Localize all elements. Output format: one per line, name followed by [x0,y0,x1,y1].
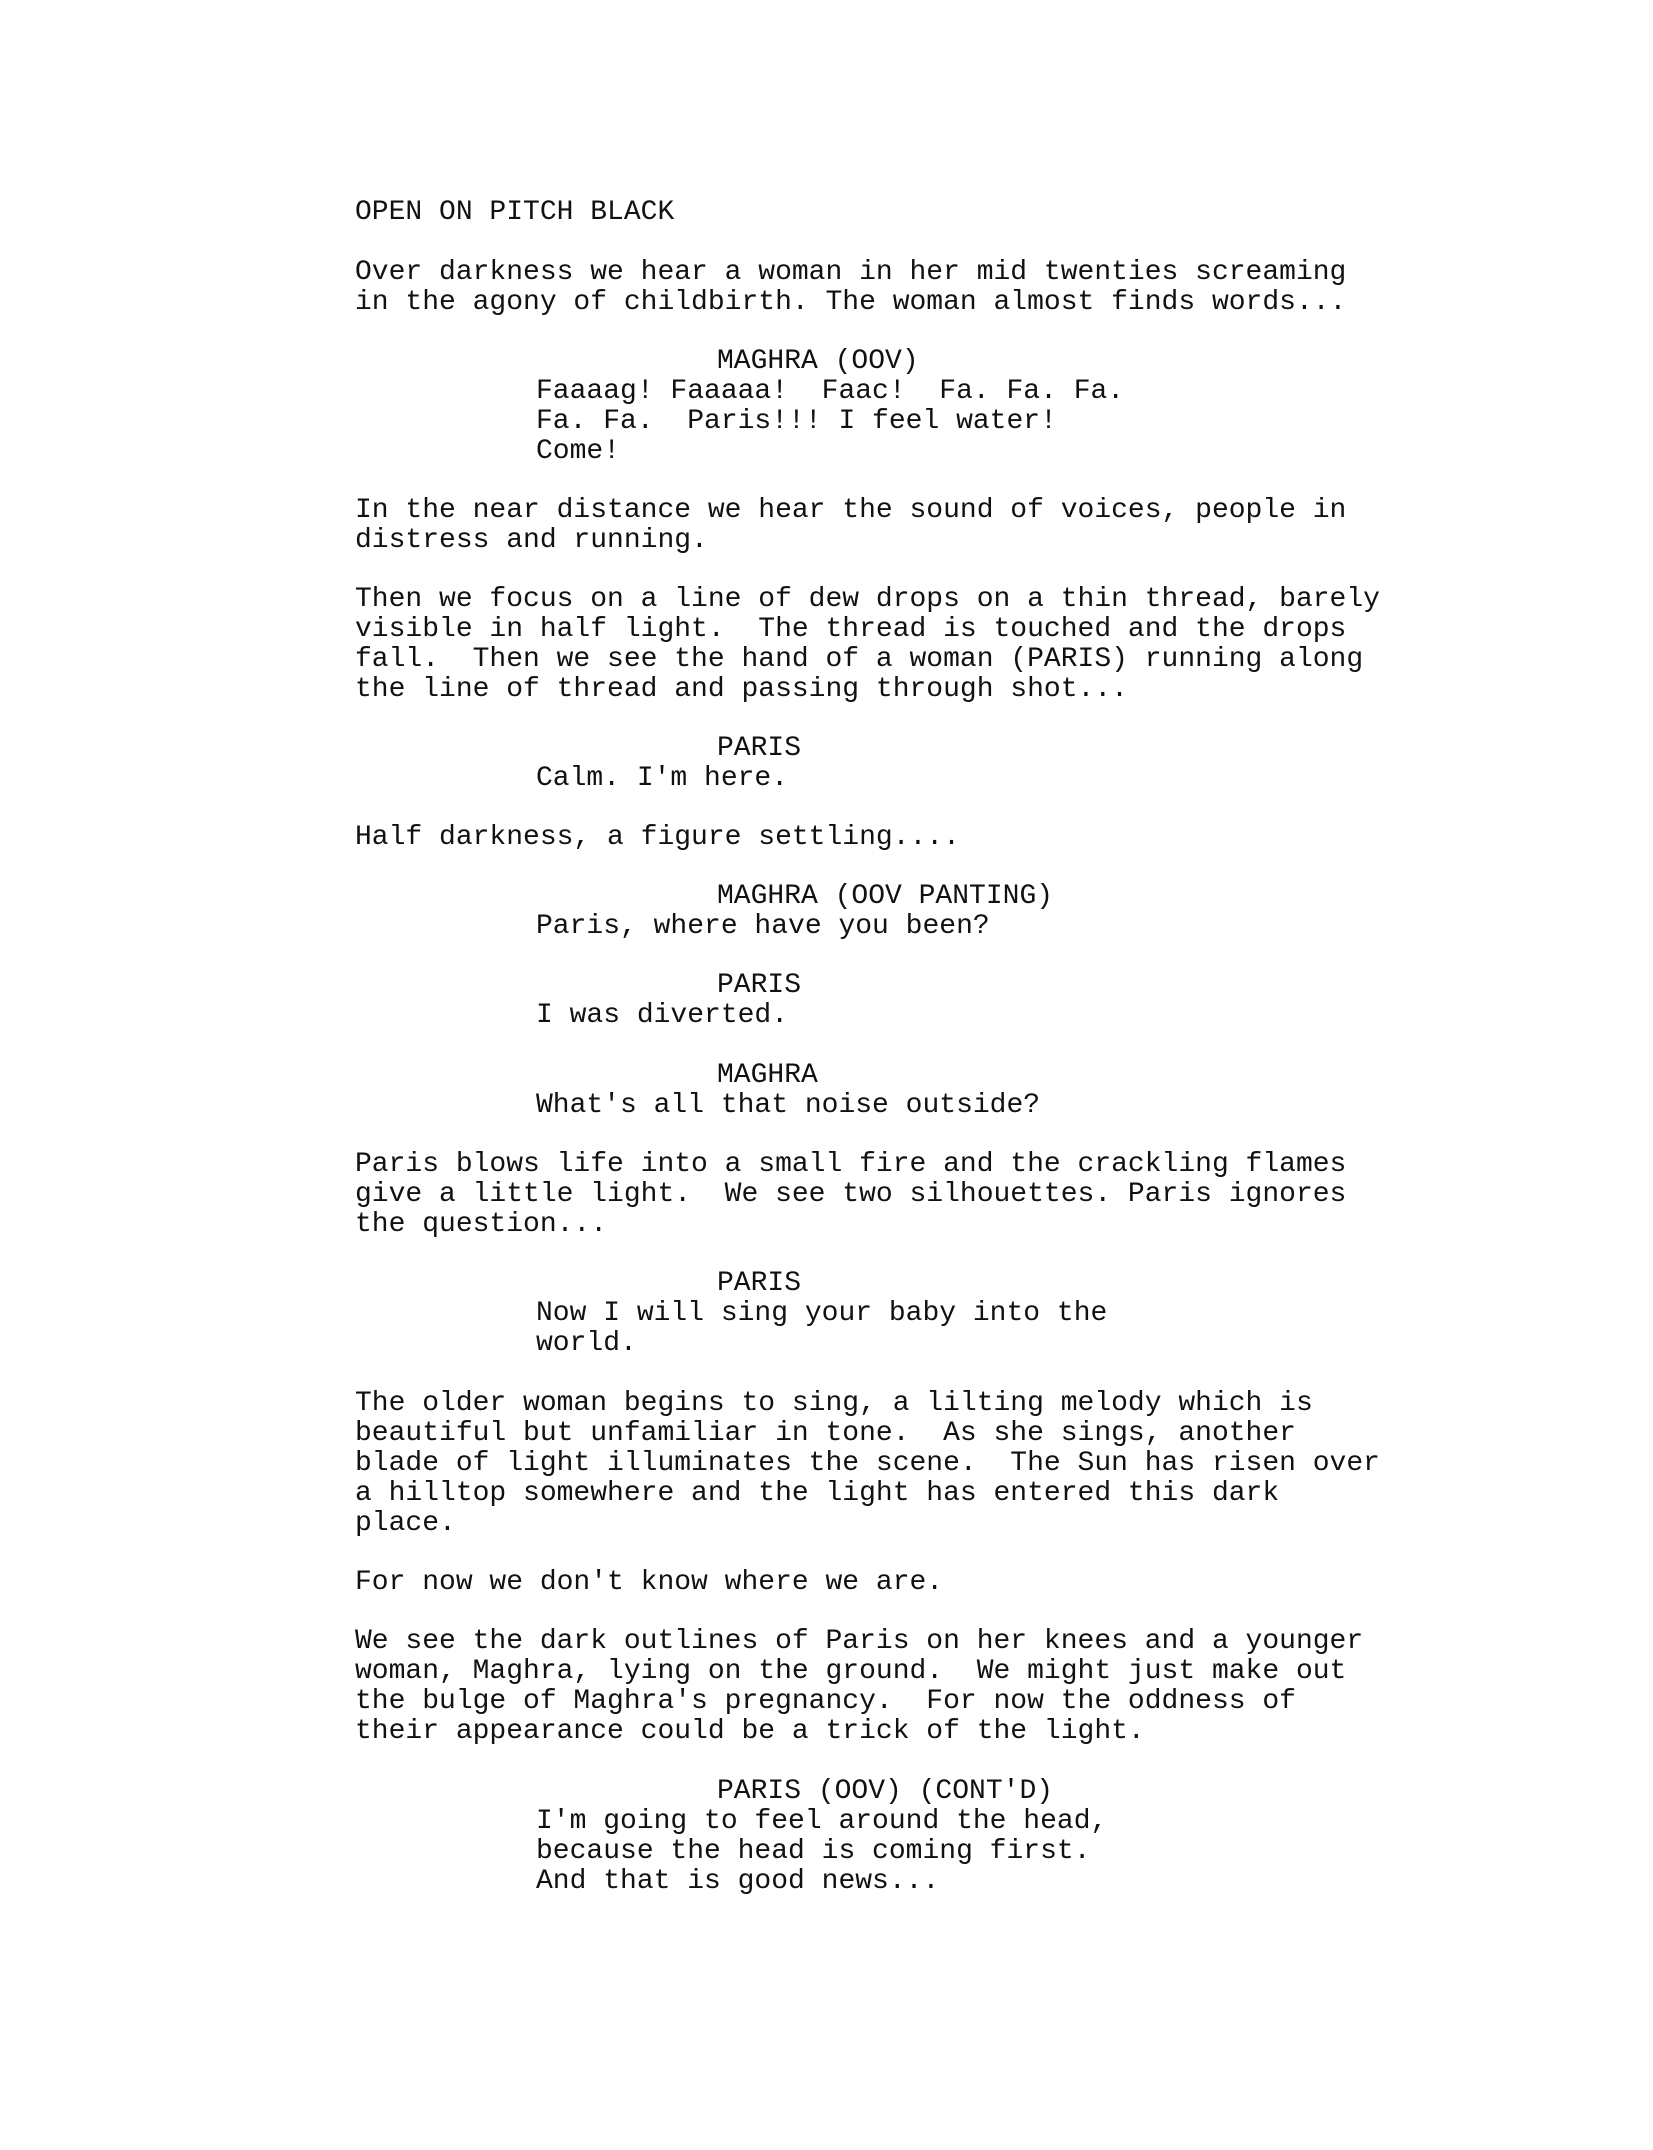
dialogue: Calm. I'm here. [536,763,789,794]
action-paragraph: Half darkness, a figure settling.... [355,822,960,853]
action-paragraph: The older woman begins to sing, a lilting melody which is beautiful but unfamiliar in tone. As she sings, another blade of light illuminates the scene. The Sun has risen over a hilltop somewhere and the light has entered this dark place. [355,1388,1380,1539]
action-paragraph: Paris blows life into a small fire and the crackling flames give a little light. We see two silhouettes. Paris ignores the question... [355,1149,1347,1240]
scene-heading: OPEN ON PITCH BLACK [355,197,675,228]
character-cue: MAGHRA (OOV PANTING) [717,881,1054,912]
action-paragraph: For now we don't know where we are. [355,1567,944,1598]
character-cue: MAGHRA (OOV) [717,346,919,377]
action-paragraph: We see the dark outlines of Paris on her knees and a younger woman, Maghra, lying on the ground. We might just make out the bulge of Maghra's pregnancy. For now the oddness of their appearance could be a trick of the light. [355,1626,1364,1747]
character-cue: PARIS (OOV) (CONT'D) [717,1776,1054,1807]
character-cue: PARIS [717,733,802,764]
action-paragraph: In the near distance we hear the sound of voices, people in distress and running. [355,495,1347,556]
character-cue: PARIS [717,970,802,1001]
dialogue: I'm going to feel around the head, because the head is coming first. And that is good news... [536,1806,1108,1897]
action-paragraph: Then we focus on a line of dew drops on a thin thread, barely visible in half light. The thread is touched and the drops fall. Then we see the hand of a woman (PARIS) running along the line of thread and passing through shot... [355,584,1380,705]
dialogue: Now I will sing your baby into the world. [536,1298,1108,1359]
action-paragraph: Over darkness we hear a woman in her mid twenties screaming in the agony of childbirth. The woman almost finds words... [355,257,1347,318]
dialogue: What's all that noise outside? [536,1090,1041,1121]
character-cue: PARIS [717,1268,802,1299]
character-cue: MAGHRA [717,1060,818,1091]
dialogue: Faaaag! Faaaaa! Faac! Fa. Fa. Fa. Fa. Fa. Paris!!! I feel water! Come! [536,376,1125,467]
dialogue: Paris, where have you been? [536,911,990,942]
dialogue: I was diverted. [536,1000,789,1031]
